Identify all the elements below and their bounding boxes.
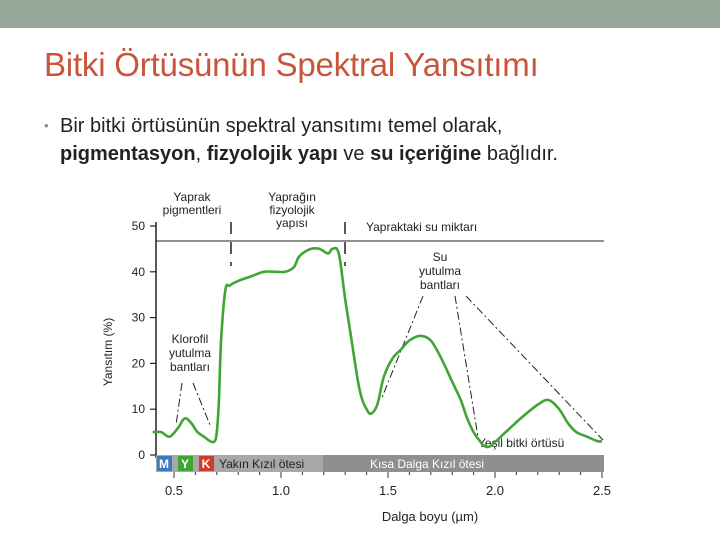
spectrum-swir-label: Kısa Dalga Kızıl ötesi [370,457,485,471]
bullet-bold-water: su içeriğine [370,143,482,165]
x-axis-label: Dalga boyu (µm) [381,509,479,524]
y-tick-label: 10 [131,402,145,417]
annotation-chlorophyll-absorption [169,332,211,374]
leader-chloro-2 [193,383,210,425]
annotation-leaf-structure [268,190,316,230]
slide-title: Bitki Örtüsünün Spektral Yansıtımı [44,46,539,83]
x-tick-label: 1.0 [271,483,291,498]
spectrum-label-m: M [159,457,169,471]
annotation-line: yutulma [168,346,212,360]
annotation-line: bantları [169,360,211,374]
spectrum-label-k: K [201,457,211,471]
annotation-line: fizyolojik [269,203,315,217]
annotation-leader-lines [176,296,603,440]
y-tick-label: 30 [131,310,145,325]
spectrum-nir-label: Yakın Kızıl ötesi [219,457,305,471]
annotation-water-absorption [419,250,461,292]
bullet-text-part1: Bir bitki örtüsünün spektral yansıtımı temel olarak, [60,115,503,137]
series-line-green-vegetation [153,248,602,447]
y-tick-label: 20 [131,356,145,371]
annotation-text [163,190,222,217]
spectrum-label-y: Y [180,457,190,471]
spectrum-bar [156,455,604,478]
annotation-line: Yaprak [173,190,211,204]
series-layer [153,248,602,447]
annotation-line: Su [432,250,448,264]
bullet-sep: , [195,143,207,165]
bullet-bold-structure: fizyolojik yapı [206,143,338,165]
annotation-line: bantları [419,278,461,292]
annotation-line: yapısı [275,216,309,230]
x-tick-label: 0.5 [164,483,184,498]
annotation-series-label: Yeşil bitki örtüsü [478,436,565,450]
annotation-leaf-pigments [163,190,222,217]
annotation-text [419,250,461,292]
leader-chloro-1 [176,383,182,425]
leader-water-3 [466,296,603,440]
y-tick-label: 40 [131,264,145,279]
bullet-dot-icon: • [44,118,49,133]
x-tick-label: 1.5 [378,483,398,498]
spectrum-tick-marks [174,472,602,478]
bullet-mid: ve [337,143,371,165]
y-axis-label: Yansıtım (%) [101,317,115,387]
bullet-bold-pigment: pigmentasyon [60,143,196,165]
x-ticks [165,483,611,498]
annotation-line: Klorofil [171,332,209,346]
annotation-line: Yaprağın [268,190,316,204]
y-tick-label: 50 [131,219,145,233]
annotation-text [169,332,211,374]
annotation-line: pigmentleri [162,203,222,217]
annotation-line: yutulma [418,264,462,278]
y-ticks [132,219,156,462]
y-tick-label: 0 [138,448,145,462]
annotation-text [268,190,316,230]
annotation-leaf-water: Yapraktaki su miktarı [366,220,478,234]
x-tick-label: 2.5 [592,483,612,498]
bullet-end: bağlıdır. [481,143,558,165]
x-tick-label: 2.0 [485,483,505,498]
